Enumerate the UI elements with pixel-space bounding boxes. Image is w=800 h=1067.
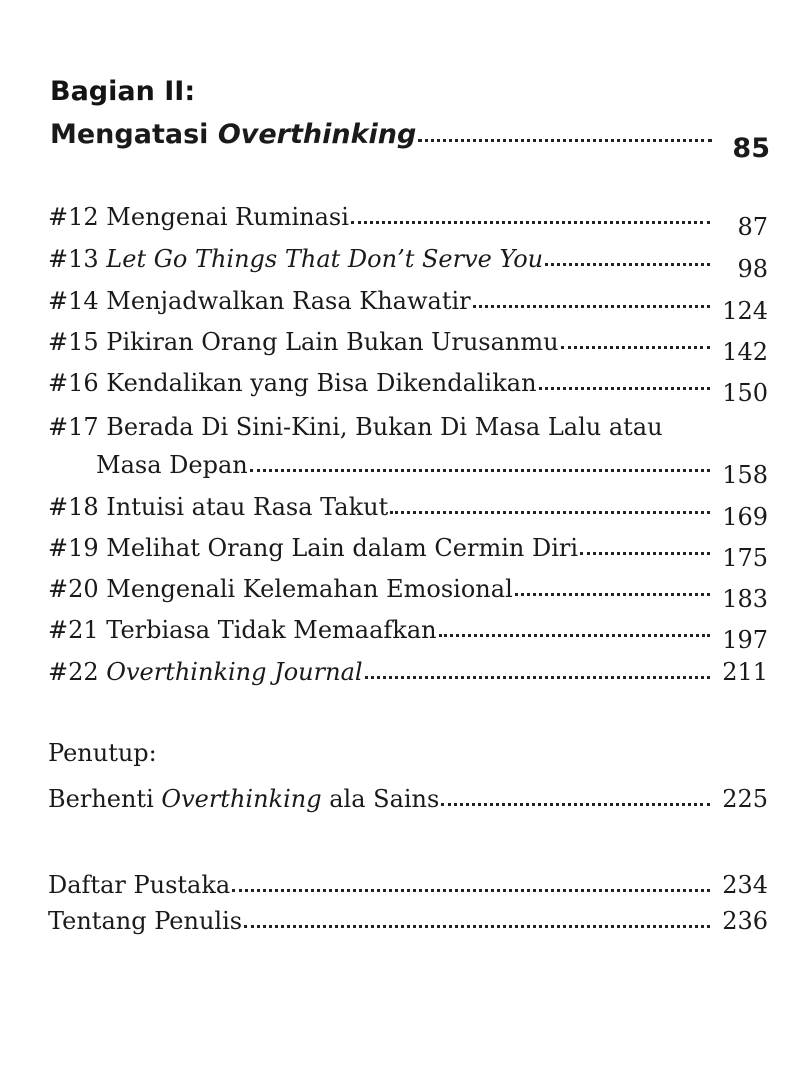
chapter-title: Intuisi atau Rasa Takut: [106, 493, 389, 521]
closing-label: Penutup:: [48, 739, 157, 767]
chapter-title: Kendalikan yang Bisa Dikendalikan: [106, 369, 537, 397]
toc-entry[interactable]: [48, 480, 768, 531]
backmatter-title: Tentang Penulis: [48, 907, 243, 935]
chapter-number: #21: [48, 616, 99, 644]
page-number: 98: [737, 255, 768, 283]
leader-dots: [441, 803, 710, 806]
chapter-number: #16: [48, 369, 99, 397]
chapter-title: Mengenai Ruminasi: [106, 203, 349, 231]
page-number: 87: [737, 213, 768, 241]
toc-entry[interactable]: [48, 356, 768, 407]
toc-entry[interactable]: [48, 274, 768, 325]
leader-dots: [365, 676, 710, 679]
backmatter-title: Daftar Pustaka: [48, 871, 231, 899]
page-number: 236: [722, 907, 768, 935]
chapter-title-continued: Masa Depan: [96, 451, 248, 479]
toc-entry[interactable]: [48, 315, 768, 366]
toc-entry[interactable]: [48, 521, 768, 572]
chapter-number: #18: [48, 493, 99, 521]
chapter-title: Menjadwalkan Rasa Khawatir: [106, 287, 471, 315]
page-number: 142: [722, 338, 768, 366]
toc-entry[interactable]: [48, 232, 768, 283]
chapter-number: #22: [48, 658, 99, 686]
page-number: 175: [722, 544, 768, 572]
leader-dots: [580, 552, 710, 555]
page-number: 158: [722, 461, 768, 489]
chapter-number: #13: [48, 245, 99, 273]
chapter-number: #19: [48, 534, 99, 562]
leader-dots: [418, 139, 712, 142]
leader-dots: [390, 511, 710, 514]
chapter-title: Terbiasa Tidak Memaafkan: [106, 616, 437, 644]
leader-dots: [515, 593, 710, 596]
chapter-number: #15: [48, 328, 99, 356]
leader-dots: [244, 925, 710, 928]
leader-dots: [439, 634, 710, 637]
chapter-number: #20: [48, 575, 99, 603]
toc-entry-line2[interactable]: [96, 438, 768, 489]
toc-entry-closing[interactable]: [48, 772, 768, 814]
chapter-number: #14: [48, 287, 99, 315]
page-number: 183: [722, 585, 768, 613]
chapter-title: Mengenali Kelemahan Emosional: [106, 575, 513, 603]
page-number: 124: [722, 297, 768, 325]
toc-entry[interactable]: [48, 645, 768, 687]
leader-dots: [561, 346, 710, 349]
chapter-title: Berada Di Sini-Kini, Bukan Di Masa Lalu atau: [106, 413, 663, 441]
toc-entry[interactable]: [48, 190, 768, 241]
leader-dots: [232, 889, 710, 892]
page-number: 150: [722, 379, 768, 407]
page-number: 211: [722, 658, 768, 686]
part-label: Bagian II:: [50, 76, 196, 107]
page-number: 197: [722, 626, 768, 654]
page-number: 225: [722, 785, 768, 813]
leader-dots: [250, 469, 710, 472]
chapter-title: Overthinking Journal: [106, 658, 363, 686]
closing-title: Berhenti Overthinking ala Sains: [48, 785, 440, 813]
chapter-title: Melihat Orang Lain dalam Cermin Diri: [106, 534, 579, 562]
chapter-title: Let Go Things That Don’t Serve You: [106, 245, 544, 273]
toc-entry-about-author[interactable]: [48, 894, 768, 936]
leader-dots: [545, 263, 710, 266]
chapter-number: #17: [48, 413, 99, 441]
leader-dots: [539, 387, 710, 390]
page-number: 85: [732, 133, 770, 164]
toc-entry-part[interactable]: [50, 108, 770, 164]
toc-entry[interactable]: [48, 562, 768, 613]
part-title: Mengatasi Overthinking: [50, 119, 417, 150]
page-number: 234: [722, 871, 768, 899]
leader-dots: [351, 221, 710, 224]
toc-entry[interactable]: [48, 603, 768, 654]
page-number: 169: [722, 503, 768, 531]
chapter-title: Pikiran Orang Lain Bukan Urusanmu: [106, 328, 559, 356]
chapter-number: #12: [48, 203, 99, 231]
leader-dots: [473, 305, 710, 308]
